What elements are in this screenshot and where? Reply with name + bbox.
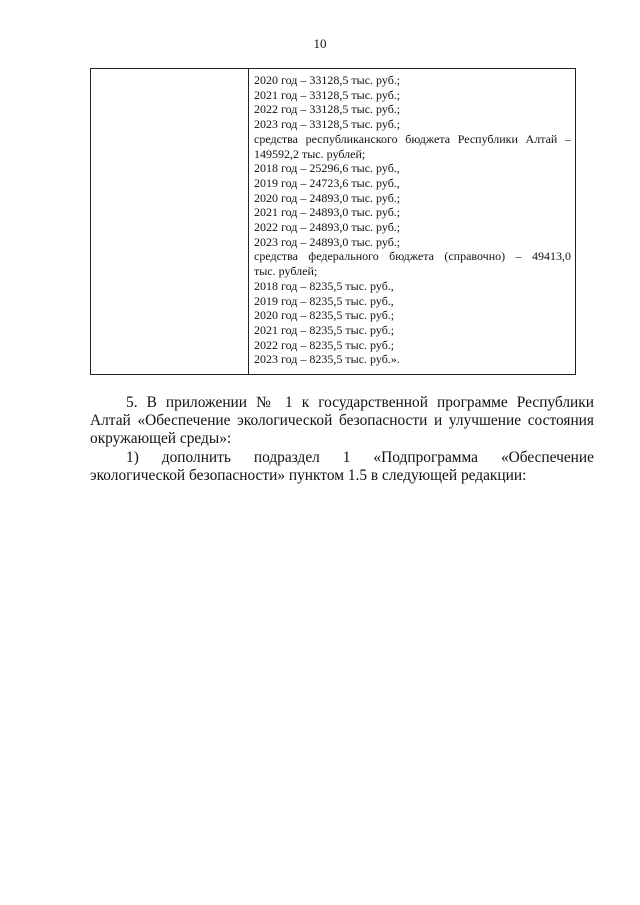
- table-line: 2022 год – 33128,5 тыс. руб.;: [254, 102, 401, 117]
- table-left-cell: [91, 69, 249, 374]
- paragraph-line: экологической безопасности» пунктом 1.5 в следующей редакции:: [90, 466, 527, 484]
- table-line: 2020 год – 24893,0 тыс. руб.;: [254, 190, 401, 205]
- table-line: средства республиканского бюджета Республики Алтай –: [254, 131, 571, 146]
- table-line: 2023 год – 33128,5 тыс. руб.;: [254, 117, 401, 132]
- paragraph-line: окружающей среды»:: [90, 430, 232, 448]
- table-line: 2021 год – 33128,5 тыс. руб.;: [254, 87, 401, 102]
- page-number: 10: [313, 36, 327, 51]
- table-line: 2018 год – 25296,6 тыс. руб.,: [254, 161, 400, 176]
- table-line: средства федерального бюджета (справочно) – 49413,0: [254, 249, 571, 264]
- table-line: 149592,2 тыс. рублей;: [254, 146, 366, 161]
- table-line: 2020 год – 8235,5 тыс. руб.;: [254, 308, 395, 323]
- table-line: 2019 год – 24723,6 тыс. руб.,: [254, 175, 400, 190]
- table-line: 2018 год – 8235,5 тыс. руб.,: [254, 278, 394, 293]
- paragraph-line: 1) дополнить подраздел 1 «Подпрограмма «Обеспечение: [126, 448, 594, 466]
- item-1: [90, 449, 594, 485]
- table-line: 2021 год – 8235,5 тыс. руб.;: [254, 322, 395, 337]
- paragraph-line: 5. В приложении № 1 к государственной программе Республики: [126, 394, 594, 411]
- table-line: 2022 год – 24893,0 тыс. руб.;: [254, 220, 401, 235]
- funding-table: [90, 68, 576, 375]
- table-line: 2023 год – 8235,5 тыс. руб.».: [254, 352, 400, 367]
- document-body: [90, 394, 594, 485]
- table-line: 2023 год – 24893,0 тыс. руб.;: [254, 234, 401, 249]
- table-line: 2020 год – 33128,5 тыс. руб.;: [254, 73, 401, 87]
- paragraph-line: Алтай «Обеспечение экологической безопасности и улучшение состояния: [90, 412, 594, 430]
- table-right-cell: [249, 69, 575, 374]
- table-line: 2021 год – 24893,0 тыс. руб.;: [254, 205, 401, 220]
- paragraph-5: [90, 394, 594, 449]
- table-line: 2022 год – 8235,5 тыс. руб.;: [254, 337, 395, 352]
- table-line: тыс. рублей;: [254, 264, 318, 279]
- table-line: 2019 год – 8235,5 тыс. руб.,: [254, 293, 394, 308]
